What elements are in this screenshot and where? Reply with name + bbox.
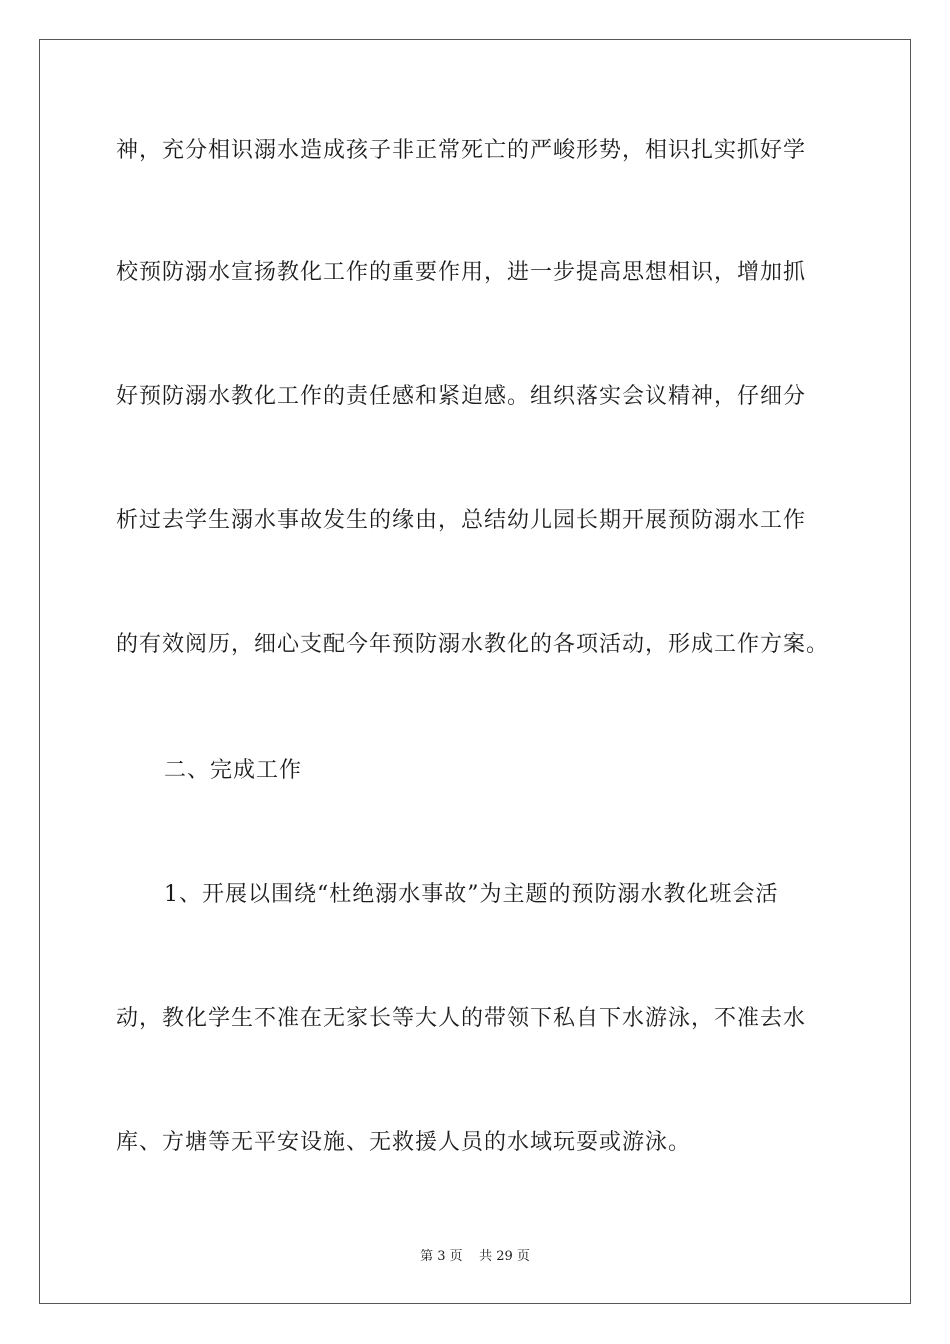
page-number-footer: 第 3 页 共 29 页 <box>420 1249 530 1264</box>
body-text-line-5: 的有效阅历，细心支配今年预防溺水教化的各项活动，形成工作方案。 <box>116 632 830 657</box>
body-text-line-9: 库、方塘等无平安设施、无救援人员的水域玩耍或游泳。 <box>116 1130 692 1155</box>
section-heading: 二、完成工作 <box>164 758 303 783</box>
body-text-line-4: 析过去学生溺水事故发生的缘由，总结幼儿园长期开展预防溺水工作 <box>116 508 807 533</box>
body-text-line-8: 动，教化学生不准在无家长等大人的带领下私自下水游泳，不准去水 <box>116 1006 807 1031</box>
body-text-line-7: 1、开展以围绕“杜绝溺水事故”为主题的预防溺水教化班会活 <box>164 882 779 907</box>
body-text-line-2: 校预防溺水宣扬教化工作的重要作用，进一步提高思想相识，增加抓 <box>116 260 807 285</box>
page-border <box>39 39 911 1304</box>
body-text-line-1: 神，充分相识溺水造成孩子非正常死亡的严峻形势，相识扎实抓好学 <box>116 138 807 163</box>
body-text-line-3: 好预防溺水教化工作的责任感和紧迫感。组织落实会议精神，仔细分 <box>116 384 807 409</box>
